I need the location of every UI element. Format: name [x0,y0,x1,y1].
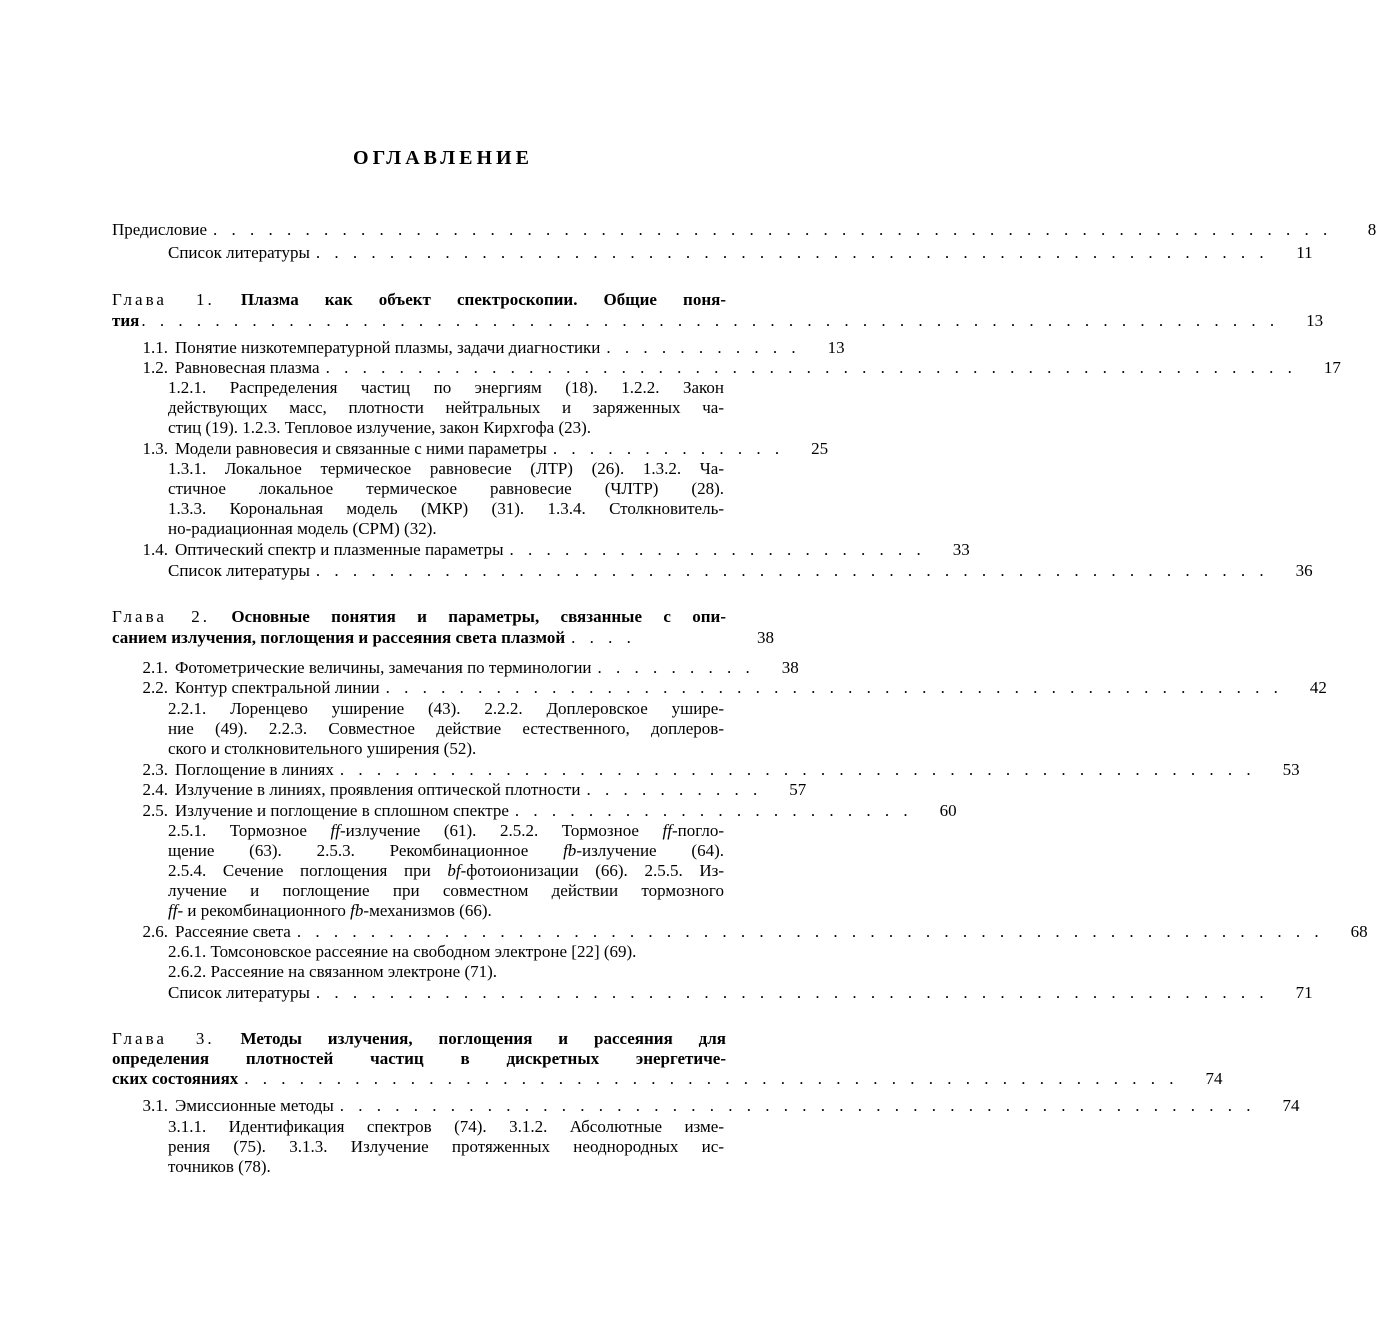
entry-page: 13 [827,338,845,357]
entry-text: Оптический спектр и плазменные параметры [175,540,504,559]
subsection-line: 1.3.3. Корональная модель (МКР) (31). 1.3.4. Столкновитель- [168,499,724,518]
leader-dots: . . . . . . . . . . . . . . . . . . . . . . . . . . . . . . . . . . . . . . . . . . . . . . . . . . [339,1096,1256,1115]
chapter-title: ских состояниях [112,1069,239,1088]
chapter-title: тия [112,311,140,330]
entry-text: Эмиссионные методы [175,1096,334,1115]
subsection-line: ff- и рекомбинационного fb-механизмов (66). [168,901,492,920]
toc-entry-references[interactable] [112,983,1313,1003]
subsection-line: 3.1.1. Идентификация спектров (74). 3.1.2. Абсолютные изме- [168,1117,724,1136]
entry-text: Список литературы [168,983,310,1002]
entry-text: Список литературы [168,243,310,262]
chapter-title: санием излучения, поглощения и рассеяния света плазмой [112,628,566,647]
entry-page: 74 [1205,1069,1223,1088]
subsection-line: действующих масс, плотности нейтральных и заряженных ча- [168,398,724,417]
toc-entry[interactable] [112,358,1341,378]
entry-page: 42 [1309,678,1327,697]
leader-dots: . . . . . . . . . [597,658,755,677]
entry-text: Модели равновесия и связанные с ними параметры [175,439,547,458]
entry-page: 11 [1296,243,1313,262]
entry-text: Излучение в линиях, проявления оптической плотности [175,780,581,799]
leader-dots: . . . . . . . . . . . . . . . . . . . . . . . . . . . . . . . . . . . . . . . . . . . . . . . . . . [339,760,1256,779]
chapter-label: Глава 2. [112,607,211,626]
leader-dots: . . . . . . . . . . . . . . . . . . . . . . . . . . . . . . . . . . . . . . . . . . . . . . . . . . . . [315,243,1269,262]
entry-number: 2.5. [142,801,168,820]
chapter-heading-cont[interactable] [112,311,1324,331]
entry-number: 1.1. [142,338,168,357]
entry-text: Рассеяние света [175,922,291,941]
subsection-line: 2.5.4. Сечение поглощения при bf-фотоионизации (66). 2.5.5. Из- [168,861,724,880]
subsection-line: 2.6.2. Рассеяние на связанном электроне (71). [168,962,498,981]
chapter-heading-cont[interactable] [112,1069,1223,1089]
subsection-line: 1.3.1. Локальное термическое равновесие (ЛТР) (26). 1.3.2. Ча- [168,459,724,478]
chapter-title: Плазма как объект спектроскопии. Общие поня- [240,290,727,309]
subsection-line: 1.2.1. Распределения частиц по энергиям (18). 1.2.2. Закон [168,378,724,397]
subsection-line: рения (75). 3.1.3. Излучение протяженных неоднородных ис- [168,1137,724,1156]
entry-number: 3.1. [142,1096,168,1115]
entry-number: 1.3. [142,439,168,458]
entry-number: 1.4. [142,540,168,559]
subsection-line: стичное локальное термическое равновесие (ЧЛТР) (28). [168,479,724,498]
chapter-label: Глава 1. [112,290,215,309]
entry-text: Контур спектральной линии [175,678,380,697]
chapter-label: Глава 3. [112,1029,215,1048]
toc-entry-preface[interactable] [112,220,1376,240]
leader-dots: . . . . . . . . . . . . . . . . . . . . . . . . . . . . . . . . . . . . . . . . . . . . . . . . . . . . . [325,358,1297,377]
entry-text: Равновесная плазма [175,358,320,377]
leader-dots: . . . . . . . . . . . . . . . . . . . . . . . . . . . . . . . . . . . . . . . . . . . . . . . . . . . [244,1069,1179,1088]
toc-entry[interactable] [112,439,829,459]
toc-entry[interactable] [112,922,1368,942]
entry-number: 2.3. [142,760,168,779]
subsection-line: 2.2.1. Лоренцево уширение (43). 2.2.2. Доплеровское ушире- [168,699,724,718]
subsection-line: щение (63). 2.5.3. Рекомбинационное fb-излучение (64). [168,841,724,860]
entry-page: 53 [1282,760,1300,779]
entry-number: 1.2. [142,358,168,377]
leader-dots: . . . . . . . . . . [586,780,763,799]
entry-page: 25 [811,439,829,458]
leader-dots: . . . . . . . . . . . . . [552,439,785,458]
toc-entry[interactable] [112,540,970,560]
entry-page: 38 [757,628,774,647]
entry-text: Понятие низкотемпературной плазмы, задачи диагностики [175,338,601,357]
chapter-heading[interactable] [112,290,726,310]
entry-page: 57 [789,780,807,799]
subsection-line: ние (49). 2.2.3. Совместное действие естественного, доплеров- [168,719,724,738]
entry-page: 71 [1295,983,1313,1002]
chapter-heading-cont[interactable] [112,628,774,648]
subsection-line: но-радиационная модель (СРМ) (32). [168,519,437,538]
chapter-title: определения плотностей частиц в дискретных энергетиче- [112,1049,726,1068]
leader-dots: . . . . [571,628,636,647]
subsection-line: ского и столкновительного уширения (52). [168,739,477,758]
toc-entry[interactable] [112,780,807,800]
entry-page: 36 [1295,561,1313,580]
leader-dots: . . . . . . . . . . . . . . . . . . . . . . . . . . . . . . . . . . . . . . . . . . . . . . . . . . . . [315,561,1269,580]
leader-dots: . . . . . . . . . . . . . . . . . . . . . . . . . . . . . . . . . . . . . . . . . . . . . . . . . . . . . . . . [296,922,1324,941]
leader-dots: . . . . . . . . . . . . . . . . . . . . . . . . . . . . . . . . . . . . . . . . . . . . . . . . . [385,678,1283,697]
entry-number: 2.1. [142,658,168,677]
toc-entry-references[interactable] [112,561,1313,581]
entry-page: 13 [1306,311,1324,330]
subsection-line: стиц (19). 1.2.3. Тепловое излучение, закон Кирхгофа (23). [168,418,592,437]
entry-text: Список литературы [168,561,310,580]
toc-entry[interactable] [112,760,1300,780]
leader-dots: . . . . . . . . . . . . . . . . . . . . . . . . . . . . . . . . . . . . . . . . . . . . . . . . . . . . . . . . . . . . . [213,220,1333,239]
chapter-heading[interactable] [112,1029,726,1049]
toc-entry[interactable] [112,678,1327,698]
entry-page: 8 [1367,220,1376,239]
subsection-line: 2.6.1. Томсоновское рассеяние на свободном электроне [22] (69). [168,942,637,961]
entry-text: Фотометрические величины, замечания по терминологии [175,658,592,677]
leader-dots: . . . . . . . . . . . [606,338,801,357]
toc-entry[interactable] [112,338,845,358]
subsection-line: точников (78). [168,1157,271,1176]
leader-dots: . . . . . . . . . . . . . . . . . . . . . . . [509,540,926,559]
toc-entry-references[interactable] [112,243,1313,263]
subsection-line: 2.5.1. Тормозное ff-излучение (61). 2.5.2. Тормозное ff-погло- [168,821,724,840]
leader-dots: . . . . . . . . . . . . . . . . . . . . . . . . . . . . . . . . . . . . . . . . . . . . . . . . . . . . . . . . . . . . . . [141,311,1280,330]
toc-entry[interactable] [112,1096,1300,1116]
entry-text: Предисловие [112,220,208,239]
entry-number: 2.2. [142,678,168,697]
toc-entry[interactable] [112,801,957,821]
chapter-heading[interactable] [112,607,726,627]
entry-page: 33 [952,540,970,559]
entry-text: Поглощение в линиях [175,760,334,779]
chapter-title: Методы излучения, поглощения и рассеяния для [240,1029,727,1048]
entry-text: Излучение и поглощение в сплошном спектре [175,801,509,820]
entry-page: 38 [781,658,799,677]
entry-number: 2.4. [142,780,168,799]
leader-dots: . . . . . . . . . . . . . . . . . . . . . . . . . . . . . . . . . . . . . . . . . . . . . . . . . . . . [315,983,1269,1002]
chapter-title: Основные понятия и параметры, связанные с опи- [231,607,726,626]
toc-entry[interactable] [112,658,799,678]
subsection-line: лучение и поглощение при совместном действии тормозного [168,881,724,900]
entry-number: 2.6. [142,922,168,941]
page-title: ОГЛАВЛЕНИЕ [353,147,533,169]
leader-dots: . . . . . . . . . . . . . . . . . . . . . . [514,801,913,820]
entry-page: 17 [1323,358,1341,377]
entry-page: 74 [1282,1096,1300,1115]
entry-page: 60 [939,801,957,820]
entry-page: 68 [1350,922,1368,941]
